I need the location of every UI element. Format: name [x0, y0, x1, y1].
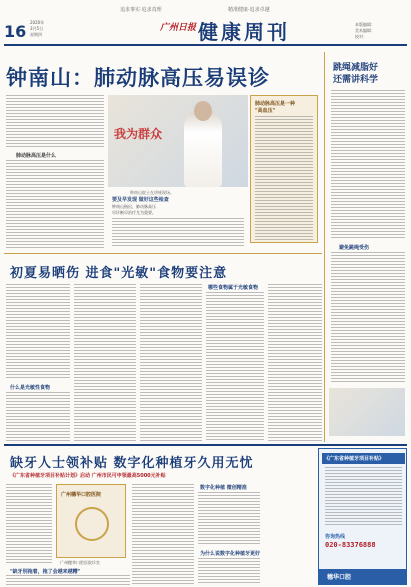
clinic-sign-logo — [75, 507, 109, 541]
masthead-title: 健康周刊 — [198, 20, 290, 44]
side-column — [324, 52, 407, 442]
date-line: 2020年 — [30, 20, 45, 25]
story2-col5 — [268, 284, 322, 442]
story2-col1 — [6, 284, 70, 380]
story2-col4 — [206, 292, 264, 442]
ad-hotline-label[interactable]: 咨询热线 — [325, 534, 346, 540]
story3-col3b — [198, 558, 260, 584]
main-headline: 钟南山：肺动脉高压易误诊 — [6, 65, 270, 90]
date-line: 星期四 — [30, 32, 42, 37]
side-headline-line2: 还需讲科学 — [333, 75, 379, 85]
story3-subhead-2: 数字化种植 微创精准 — [200, 485, 247, 491]
main-quote — [108, 196, 248, 248]
quote-text — [112, 218, 244, 246]
ad-text — [325, 467, 402, 527]
story3-col1 — [6, 484, 52, 564]
date-line: 3月5日 — [30, 26, 44, 31]
story2-col3 — [140, 284, 202, 442]
quote-line: 钟南山指出，肺动脉高压 — [112, 204, 156, 209]
contact-block — [355, 22, 375, 40]
story2-col2 — [74, 284, 136, 442]
story3-photo — [56, 484, 126, 558]
story2-col1b — [6, 392, 70, 442]
main-subhead-1: 肺动脉高压是什么 — [16, 153, 57, 159]
tagline-left: 追求事实·追求真理 — [120, 7, 162, 13]
side-text-1 — [331, 90, 405, 240]
person-head — [194, 101, 212, 121]
ad-box — [318, 448, 407, 585]
date-block — [30, 20, 44, 38]
story3-subhead-3: 为什么说数字化种植牙更好 — [200, 551, 261, 557]
story3-divider — [4, 444, 407, 446]
story3-col1b — [6, 575, 130, 585]
story2-subhead-2: 哪些食物属于光敏食物 — [208, 285, 259, 291]
main-col1-text — [6, 160, 104, 248]
story3-col3 — [198, 492, 260, 546]
ad-footer-brand: 穗华口腔 — [327, 574, 352, 581]
quote-title: 要及早发现 做好这些检查 — [112, 197, 169, 203]
main-photo-caption: 钟南山院士在讲座现场。 — [130, 190, 174, 195]
story3-photo-caption: 广州穗华口腔医院诊室 — [60, 560, 100, 565]
box-subtitle: "高血压" — [255, 108, 276, 114]
story2-subhead-1: 什么是光敏性食物 — [10, 385, 51, 391]
side-headline-line1: 跳绳减脂好 — [333, 63, 379, 73]
ad-hotline-number[interactable]: 020-83376888 — [325, 541, 376, 549]
header-divider — [4, 44, 407, 46]
photo-backdrop-text: 我为群众 — [114, 127, 163, 141]
side-text-2 — [331, 252, 405, 382]
story3-subhead-1: "缺牙别拖着，拖了会越来越糟" — [10, 569, 81, 575]
box-text — [255, 116, 313, 240]
story3-col2 — [132, 484, 194, 584]
box-title: 肺动脉高压是一种 — [255, 101, 296, 107]
side-photo — [329, 388, 405, 436]
story2-headline: 初夏易晒伤 进食"光敏"食物要注意 — [10, 266, 228, 281]
clinic-sign: 广州穗华口腔医院 — [61, 492, 102, 498]
masthead-brand: 广州日报 — [160, 23, 197, 33]
tagline-right: 精准健康·追求卓越 — [228, 7, 270, 13]
page-header — [0, 0, 411, 50]
main-photo — [108, 95, 248, 187]
contact-line: 本版编辑： — [355, 22, 375, 27]
page-number: 16 — [4, 22, 27, 41]
ad-title: 《广东省种植牙项目补贴》 — [322, 453, 405, 464]
story3-headline: 缺牙人士领补贴 数字化种植牙久用无忧 — [10, 456, 254, 471]
contact-line: 校对： — [355, 34, 367, 39]
side-section-header: 避免跳绳受伤 — [339, 245, 370, 251]
quote-line: 早诊断早治疗尤为重要。 — [112, 210, 156, 215]
contact-line: 美术编辑： — [355, 28, 375, 33]
main-box — [250, 95, 318, 243]
story2-divider — [4, 253, 322, 254]
story3-deck: 《广东省种植牙项目补贴计划》启动 广州市民可申领最高5000元补贴 — [10, 473, 166, 479]
main-intro-text — [6, 95, 104, 147]
